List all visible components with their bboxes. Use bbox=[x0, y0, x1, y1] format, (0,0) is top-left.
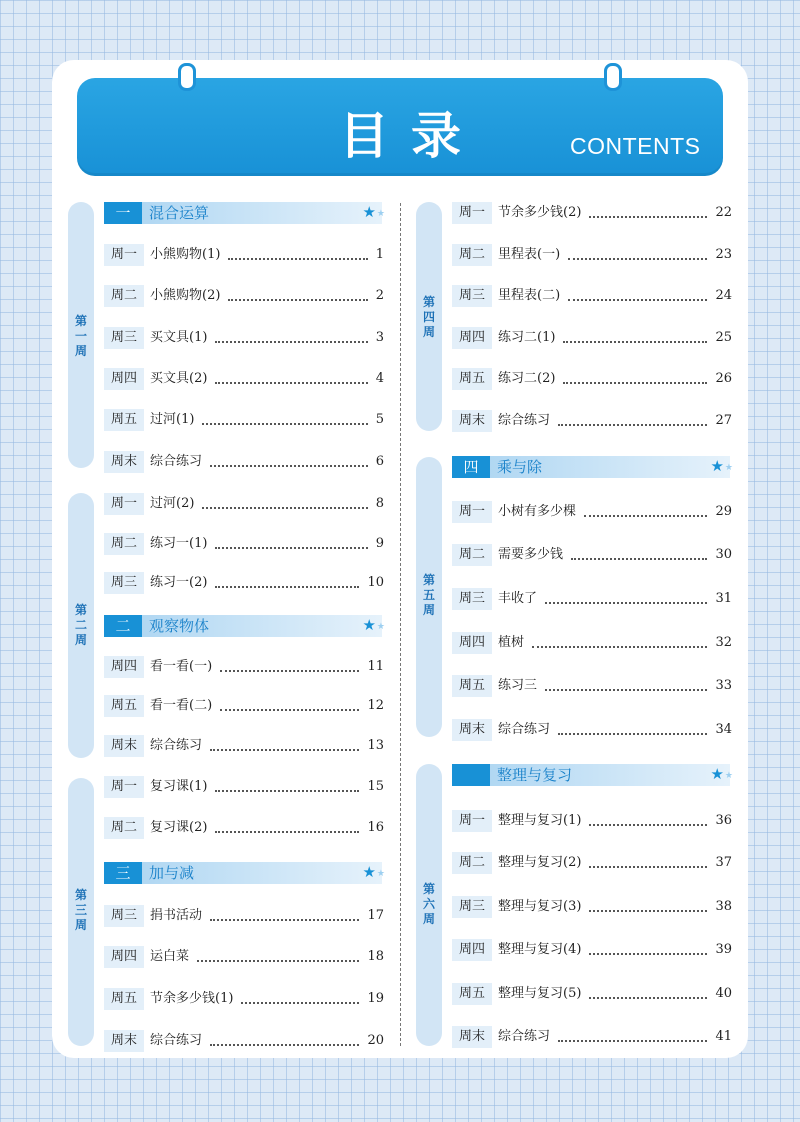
entry-title: 练习一(2) bbox=[150, 575, 208, 590]
toc-entry[interactable] bbox=[452, 632, 732, 654]
week-label: 第五周 bbox=[422, 573, 435, 617]
toc-entry[interactable] bbox=[452, 501, 732, 523]
entry-title: 需要多少钱 bbox=[498, 547, 564, 562]
day-label: 周末 bbox=[452, 719, 492, 741]
week-bar bbox=[68, 493, 94, 758]
binder-ring-icon bbox=[604, 63, 622, 91]
page-number: 10 bbox=[367, 575, 384, 590]
page-number: 9 bbox=[375, 536, 384, 551]
toc-entry[interactable] bbox=[452, 410, 732, 432]
week-label: 第六周 bbox=[422, 882, 435, 926]
day-label: 周五 bbox=[452, 983, 492, 1005]
page-number: 18 bbox=[367, 949, 384, 964]
toc-entry[interactable] bbox=[104, 988, 384, 1010]
day-label: 周末 bbox=[452, 410, 492, 432]
toc-entry[interactable] bbox=[452, 1026, 732, 1048]
day-label: 周五 bbox=[452, 675, 492, 697]
page-number: 16 bbox=[367, 820, 384, 835]
dot-leader bbox=[228, 258, 368, 260]
week-bar bbox=[416, 764, 442, 1046]
page-number: 34 bbox=[715, 722, 732, 737]
entry-title: 复习课(2) bbox=[150, 820, 208, 835]
section-header bbox=[104, 615, 385, 637]
day-label: 周一 bbox=[452, 810, 492, 832]
day-label: 周四 bbox=[104, 368, 144, 390]
section-number: 二 bbox=[104, 615, 142, 637]
toc-entry[interactable] bbox=[104, 451, 384, 473]
day-label: 周三 bbox=[452, 588, 492, 610]
page-number: 31 bbox=[715, 591, 732, 606]
page-number: 15 bbox=[367, 779, 384, 794]
dot-leader bbox=[215, 341, 368, 343]
dot-leader bbox=[558, 1040, 707, 1042]
day-label: 周四 bbox=[104, 946, 144, 968]
star-icon: ★ bbox=[710, 457, 724, 475]
page-number: 4 bbox=[375, 371, 384, 386]
toc-entry[interactable] bbox=[104, 572, 384, 594]
day-label: 周三 bbox=[104, 572, 144, 594]
entry-title: 小熊购物(2) bbox=[150, 288, 221, 303]
day-label: 周末 bbox=[104, 1030, 144, 1052]
entry-title: 练习二(1) bbox=[498, 330, 556, 345]
entry-title: 整理与复习(2) bbox=[498, 855, 582, 870]
day-label: 周二 bbox=[452, 544, 492, 566]
page-number: 41 bbox=[715, 1029, 732, 1044]
day-label: 周一 bbox=[104, 493, 144, 515]
page-subtitle: CONTENTS bbox=[570, 133, 701, 159]
toc-entry[interactable] bbox=[452, 244, 732, 266]
page-number: 33 bbox=[715, 678, 732, 693]
entry-title: 练习一(1) bbox=[150, 536, 208, 551]
toc-entry[interactable] bbox=[452, 810, 732, 832]
page-number: 3 bbox=[375, 330, 384, 345]
dot-leader bbox=[215, 790, 359, 792]
toc-entry[interactable] bbox=[104, 695, 384, 717]
day-label: 周三 bbox=[104, 905, 144, 927]
dot-leader bbox=[197, 960, 359, 962]
entry-title: 过河(1) bbox=[150, 412, 195, 427]
page-number: 32 bbox=[715, 635, 732, 650]
day-label: 周一 bbox=[104, 244, 144, 266]
entry-title: 里程表(一) bbox=[498, 247, 561, 262]
day-label: 周末 bbox=[452, 1026, 492, 1048]
toc-entry[interactable] bbox=[104, 368, 384, 390]
page-number: 11 bbox=[367, 659, 384, 674]
day-label: 周五 bbox=[104, 988, 144, 1010]
page-number: 12 bbox=[367, 698, 384, 713]
toc-entry[interactable] bbox=[104, 735, 384, 757]
toc-entry[interactable] bbox=[104, 1030, 384, 1052]
page-number: 39 bbox=[715, 942, 732, 957]
page-number: 37 bbox=[715, 855, 732, 870]
entry-title: 运白菜 bbox=[150, 949, 190, 964]
toc-entry[interactable] bbox=[104, 817, 384, 839]
dot-leader bbox=[563, 341, 707, 343]
page-number: 6 bbox=[375, 454, 384, 469]
star-icon: ★ bbox=[376, 622, 385, 632]
star-icon: ★ bbox=[362, 616, 376, 634]
toc-entry[interactable] bbox=[104, 946, 384, 968]
dot-leader bbox=[589, 910, 707, 912]
dot-leader bbox=[215, 382, 368, 384]
week-label: 第三周 bbox=[74, 888, 87, 932]
entry-title: 整理与复习(4) bbox=[498, 942, 582, 957]
entry-title: 练习二(2) bbox=[498, 371, 556, 386]
dot-leader bbox=[545, 602, 707, 604]
toc-entry[interactable] bbox=[452, 939, 732, 961]
dot-leader bbox=[563, 382, 707, 384]
section-header bbox=[452, 456, 733, 478]
star-icon: ★ bbox=[724, 771, 733, 781]
entry-title: 买文具(2) bbox=[150, 371, 208, 386]
day-label: 周四 bbox=[104, 656, 144, 678]
toc-entry[interactable] bbox=[104, 285, 384, 307]
dot-leader bbox=[215, 831, 359, 833]
dot-leader bbox=[202, 507, 368, 509]
page-number: 27 bbox=[715, 413, 732, 428]
section-title: 乘与除 bbox=[497, 458, 543, 476]
page-number: 36 bbox=[715, 813, 732, 828]
dot-leader bbox=[220, 709, 359, 711]
entry-title: 节余多少钱(2) bbox=[498, 205, 582, 220]
toc-entry[interactable] bbox=[452, 588, 732, 610]
day-label: 周五 bbox=[452, 368, 492, 390]
toc-entry[interactable] bbox=[452, 327, 732, 349]
toc-entry[interactable] bbox=[452, 544, 732, 566]
dot-leader bbox=[589, 866, 707, 868]
day-label: 周四 bbox=[452, 939, 492, 961]
dot-leader bbox=[589, 953, 707, 955]
binder-ring-icon bbox=[178, 63, 196, 91]
entry-title: 综合练习 bbox=[498, 1029, 551, 1044]
toc-entry[interactable] bbox=[104, 776, 384, 798]
entry-title: 综合练习 bbox=[498, 413, 551, 428]
page-number: 22 bbox=[715, 205, 732, 220]
dot-leader bbox=[558, 424, 707, 426]
day-label: 周末 bbox=[104, 735, 144, 757]
page-number: 40 bbox=[715, 986, 732, 1001]
toc-entry[interactable] bbox=[452, 202, 732, 224]
dot-leader bbox=[589, 997, 707, 999]
day-label: 周五 bbox=[104, 409, 144, 431]
entry-title: 节余多少钱(1) bbox=[150, 991, 234, 1006]
dot-leader bbox=[210, 919, 359, 921]
dot-leader bbox=[210, 465, 368, 467]
dot-leader bbox=[215, 547, 368, 549]
section-header bbox=[104, 862, 385, 884]
entry-title: 整理与复习(3) bbox=[498, 899, 582, 914]
dot-leader bbox=[228, 299, 368, 301]
entry-title: 植树 bbox=[498, 635, 525, 650]
page-number: 13 bbox=[367, 738, 384, 753]
page-number: 23 bbox=[715, 247, 732, 262]
section-title: 混合运算 bbox=[149, 204, 210, 222]
star-icon: ★ bbox=[724, 463, 733, 473]
entry-title: 里程表(二) bbox=[498, 288, 561, 303]
section-number: 一 bbox=[104, 202, 142, 224]
day-label: 周末 bbox=[104, 451, 144, 473]
dot-leader bbox=[568, 258, 707, 260]
week-label: 第一周 bbox=[74, 314, 87, 358]
day-label: 周五 bbox=[104, 695, 144, 717]
entry-title: 复习课(1) bbox=[150, 779, 208, 794]
page-number: 17 bbox=[367, 908, 384, 923]
entry-title: 综合练习 bbox=[498, 722, 551, 737]
day-label: 周四 bbox=[452, 632, 492, 654]
dot-leader bbox=[589, 216, 707, 218]
dot-leader bbox=[584, 515, 707, 517]
day-label: 周四 bbox=[452, 327, 492, 349]
page-number: 5 bbox=[375, 412, 384, 427]
entry-title: 看一看(一) bbox=[150, 659, 213, 674]
entry-title: 综合练习 bbox=[150, 454, 203, 469]
day-label: 周二 bbox=[104, 817, 144, 839]
entry-title: 买文具(1) bbox=[150, 330, 208, 345]
toc-entry[interactable] bbox=[452, 852, 732, 874]
page-number: 29 bbox=[715, 504, 732, 519]
section-title: 观察物体 bbox=[149, 617, 210, 635]
toc-entry[interactable] bbox=[104, 244, 384, 266]
section-header bbox=[104, 202, 385, 224]
page-number: 2 bbox=[375, 288, 384, 303]
entry-title: 综合练习 bbox=[150, 1033, 203, 1048]
dot-leader bbox=[571, 558, 707, 560]
star-icon: ★ bbox=[376, 209, 385, 219]
column-divider bbox=[400, 203, 401, 1046]
dot-leader bbox=[210, 1044, 359, 1046]
toc-entry[interactable] bbox=[104, 656, 384, 678]
dot-leader bbox=[202, 423, 368, 425]
week-bar bbox=[416, 202, 442, 431]
star-icon: ★ bbox=[362, 203, 376, 221]
dot-leader bbox=[545, 689, 707, 691]
star-icon: ★ bbox=[710, 765, 724, 783]
entry-title: 整理与复习(1) bbox=[498, 813, 582, 828]
dot-leader bbox=[210, 749, 359, 751]
page-number: 30 bbox=[715, 547, 732, 562]
toc-entry[interactable] bbox=[452, 983, 732, 1005]
entry-title: 综合练习 bbox=[150, 738, 203, 753]
entry-title: 过河(2) bbox=[150, 496, 195, 511]
entry-title: 小熊购物(1) bbox=[150, 247, 221, 262]
page-number: 20 bbox=[367, 1033, 384, 1048]
toc-entry[interactable] bbox=[452, 896, 732, 918]
day-label: 周一 bbox=[452, 501, 492, 523]
day-label: 周二 bbox=[452, 852, 492, 874]
title-banner bbox=[77, 78, 723, 176]
dot-leader bbox=[589, 824, 707, 826]
day-label: 周三 bbox=[452, 896, 492, 918]
day-label: 周一 bbox=[104, 776, 144, 798]
entry-title: 整理与复习(5) bbox=[498, 986, 582, 1001]
day-label: 周二 bbox=[452, 244, 492, 266]
section-number: 四 bbox=[452, 456, 490, 478]
section-number: 三 bbox=[104, 862, 142, 884]
week-label: 第四周 bbox=[422, 295, 435, 339]
toc-entry[interactable] bbox=[104, 533, 384, 555]
dot-leader bbox=[215, 586, 359, 588]
day-label: 周一 bbox=[452, 202, 492, 224]
page-number: 24 bbox=[715, 288, 732, 303]
entry-title: 练习三 bbox=[498, 678, 538, 693]
toc-entry[interactable] bbox=[452, 719, 732, 741]
dot-leader bbox=[558, 733, 707, 735]
page-number: 25 bbox=[715, 330, 732, 345]
dot-leader bbox=[220, 670, 359, 672]
section-number bbox=[452, 764, 490, 786]
week-bar bbox=[68, 202, 94, 468]
toc-entry[interactable] bbox=[452, 368, 732, 390]
page-number: 19 bbox=[367, 991, 384, 1006]
day-label: 周二 bbox=[104, 285, 144, 307]
page-number: 38 bbox=[715, 899, 732, 914]
toc-entry[interactable] bbox=[452, 285, 732, 307]
page-number: 26 bbox=[715, 371, 732, 386]
week-bar bbox=[68, 778, 94, 1046]
dot-leader bbox=[241, 1002, 359, 1004]
page-title: 目录 bbox=[339, 107, 483, 165]
star-icon: ★ bbox=[362, 863, 376, 881]
page-number: 1 bbox=[375, 247, 384, 262]
day-label: 周二 bbox=[104, 533, 144, 555]
dot-leader bbox=[568, 299, 707, 301]
entry-title: 捐书活动 bbox=[150, 908, 203, 923]
toc-entry[interactable] bbox=[104, 905, 384, 927]
toc-entry[interactable] bbox=[104, 327, 384, 349]
day-label: 周三 bbox=[452, 285, 492, 307]
week-label: 第二周 bbox=[74, 603, 87, 647]
section-title: 加与减 bbox=[149, 864, 195, 882]
toc-entry[interactable] bbox=[104, 493, 384, 515]
section-header bbox=[452, 764, 733, 786]
entry-title: 看一看(二) bbox=[150, 698, 213, 713]
star-icon: ★ bbox=[376, 869, 385, 879]
toc-entry[interactable] bbox=[104, 409, 384, 431]
entry-title: 丰收了 bbox=[498, 591, 538, 606]
week-bar bbox=[416, 457, 442, 737]
entry-title: 小树有多少棵 bbox=[498, 504, 577, 519]
dot-leader bbox=[532, 646, 707, 648]
page-number: 8 bbox=[375, 496, 384, 511]
toc-entry[interactable] bbox=[452, 675, 732, 697]
day-label: 周三 bbox=[104, 327, 144, 349]
section-title: 整理与复习 bbox=[497, 766, 573, 784]
